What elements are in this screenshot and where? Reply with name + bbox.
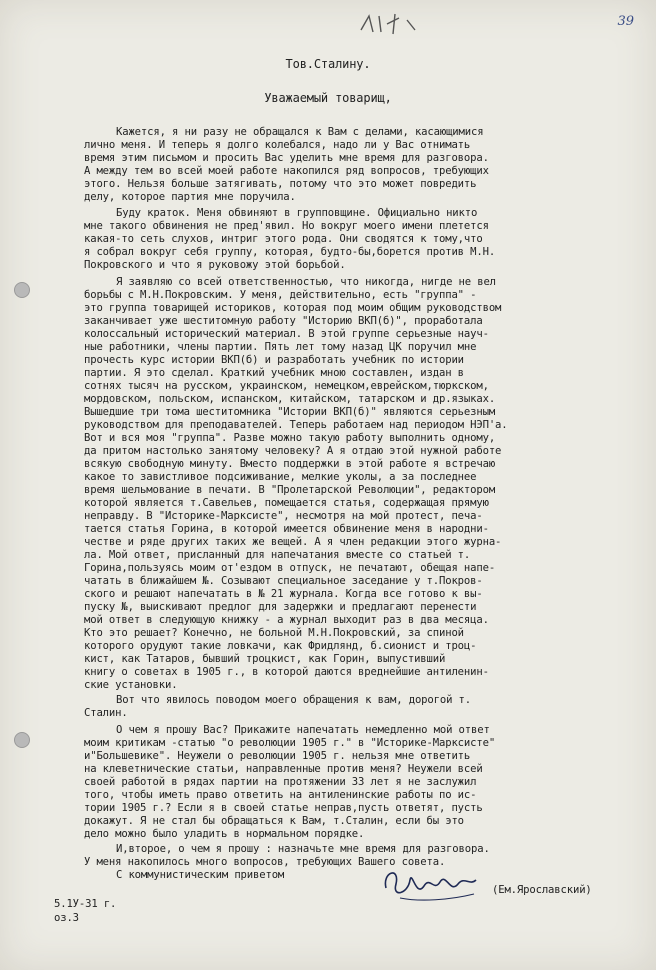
signatory-name: (Ем.Ярославский) <box>492 884 592 896</box>
typist-code: оз.3 <box>54 912 79 924</box>
letter-line: Кто это решает? Конечно, не больной М.Н.Покровский, за спиной <box>84 627 464 639</box>
letter-line: ские установки. <box>84 679 178 691</box>
page-number: 39 <box>617 14 634 29</box>
letter-line: пуску №, выискивают предлог для задержки и предлагают перенести <box>84 601 477 613</box>
handwritten-signature <box>380 858 480 906</box>
letter-line: книгу о советах в 1905 г., в которой даются вреднейшие антиленин- <box>84 666 489 678</box>
letter-line: лично меня. И теперь я долго колебался, надо ли у Вас отнимать <box>84 139 471 151</box>
letter-line: У меня накопилось много вопросов, требующих Вашего совета. <box>84 856 446 868</box>
letter-line: Вот и вся моя "группа". Разве можно такую работу выполнить одному, <box>84 432 496 444</box>
letter-line: С коммунистическим приветом <box>116 869 285 881</box>
letter-line: мой ответ в следующую книжку - а журнал выходит раз в два месяца. <box>84 614 489 626</box>
letter-line: честве и ряде других таких же вещей. А я член редакции этого журна- <box>84 536 502 548</box>
greeting: Уважаемый товарищ, <box>264 91 392 105</box>
letter-line: Покровского и что я руковожу этой борьбой. <box>84 259 346 271</box>
letter-line: и"Большевике". Неужели о революции 1905 г. нельзя мне ответить <box>84 750 471 762</box>
letter-line: колоссальный исторический материал. В этой группе серьезные науч- <box>84 328 489 340</box>
letter-line: Кажется, я ни разу не обращался к Вам с делами, касающимися <box>116 126 484 138</box>
letter-line: которой является т.Савельев, помещается статья, содержащая прямую <box>84 497 489 509</box>
letter-line: партии. Я это сделал. Краткий учебник мною составлен, издан в <box>84 367 464 379</box>
letter-line: И,второе, о чем я прошу : назначьте мне время для разговора. <box>116 843 490 855</box>
letter-line: А между тем во всей моей работе накопился ряд вопросов, требующих <box>84 165 489 177</box>
letter-line: какая-то сеть слухов, интриг этого рода. Они сводятся к тому,что <box>84 233 483 245</box>
letter-line: неправду. В "Историке-Марксисте", несмотря на мой протест, печа- <box>84 510 483 522</box>
letter-line: борьбы с М.Н.Покровским. У меня, действительно, есть "группа" - <box>84 289 477 301</box>
punch-hole <box>14 732 30 748</box>
handwritten-mark <box>355 10 435 36</box>
letter-line: кист, как Татаров, бывший троцкист, как Горин, выпустивший <box>84 653 446 665</box>
letter-line: которого орудуют такие ловкачи, как Фридлянд, б.сионист и троц- <box>84 640 477 652</box>
letter-line: Горина,пользуясь моим от'ездом в отпуск, не печатают, обещая напе- <box>84 562 496 574</box>
letter-line: этого. Нельзя больше затягивать, потому что это может повредить <box>84 178 477 190</box>
letter-line: ла. Мой ответ, присланный для напечатания вместе со статьей т. <box>84 549 471 561</box>
letter-line: моим критикам -статью "о революции 1905 г." в "Историке-Марксисте" <box>84 737 496 749</box>
letter-line: сотнях тысяч на русском, украинском, немецком,еврейском,тюркском, <box>84 380 489 392</box>
letter-line: какое то завистливое подсиживание, мелкие уколы, а за последнее <box>84 471 477 483</box>
letter-line: того, чтобы иметь право ответить на антиленинские работы по ис- <box>84 789 477 801</box>
letter-line: на клеветнические статьи, направленные против меня? Неужели всей <box>84 763 483 775</box>
letter-line: тается статья Горина, в которой имеется обвинение меня в народни- <box>84 523 489 535</box>
letter-line: Буду краток. Меня обвиняют в групповщине. Официально никто <box>116 207 478 219</box>
letter-line: делу, которое партия мне поручила. <box>84 191 296 203</box>
letter-line: Сталин. <box>84 707 128 719</box>
letter-line: ные работники, члены партии. Пять лет тому назад ЦК поручил мне <box>84 341 477 353</box>
letter-line: прочесть курс истории ВКП(б) и разработать учебник по истории <box>84 354 464 366</box>
letter-line: да притом настолько занятому человеку? А я отдаю этой нужной работе <box>84 445 502 457</box>
letter-line: Я заявляю со всей ответственностью, что никогда, нигде не вел <box>116 276 496 288</box>
letter-line: время шельмование в печати. В "Пролетарской Революции", редактором <box>84 484 496 496</box>
letter-line: дело можно было уладить в нормальном порядке. <box>84 828 365 840</box>
letter-line: чатать в ближайшем №. Созывают специальное заседание у т.Покров- <box>84 575 483 587</box>
punch-hole <box>14 282 30 298</box>
letter-line: это группа товарищей историков, которая под моим общим руководством <box>84 302 502 314</box>
letter-line: всякую свободную минуту. Вместо поддержки в этой работе я встречаю <box>84 458 496 470</box>
letter-line: мордовском, польском, испанском, китайском, татарском и др.языках. <box>84 393 496 405</box>
letter-line: руководством для преподавателей. Теперь работаем над периодом НЭП'а. <box>84 419 508 431</box>
letter-line: заканчивает уже шеститомную работу "Историю ВКП(б)", проработала <box>84 315 483 327</box>
letter-line: Вышедшие три тома шеститомника "Истории ВКП(б)" являются серьезным <box>84 406 496 418</box>
letter-line: тории 1905 г.? Если я в своей статье неправ,пусть ответят, пусть <box>84 802 483 814</box>
letter-line: своей работой в рядах партии на протяжении 33 лет я не заслужил <box>84 776 477 788</box>
letter-line: время этим письмом и просить Вас уделить мне время для разговора. <box>84 152 489 164</box>
letter-date: 5.1У-31 г. <box>54 898 117 910</box>
addressee: Тов.Сталину. <box>285 57 371 71</box>
letter-line: мне такого обвинения не пред'явил. Но вокруг моего имени плетется <box>84 220 489 232</box>
letter-line: Вот что явилось поводом моего обращения к вам, дорогой т. <box>116 694 471 706</box>
letter-line: О чем я прошу Вас? Прикажите напечатать немедленно мой ответ <box>116 724 490 736</box>
letter-line: я собрал вокруг себя группу, которая, будто-бы,борется против М.Н. <box>84 246 496 258</box>
letter-line: ского и решают напечатать в № 21 журнала. Когда все готово к вы- <box>84 588 483 600</box>
letter-line: докажут. Я не стал бы обращаться к Вам, т.Сталин, если бы это <box>84 815 464 827</box>
